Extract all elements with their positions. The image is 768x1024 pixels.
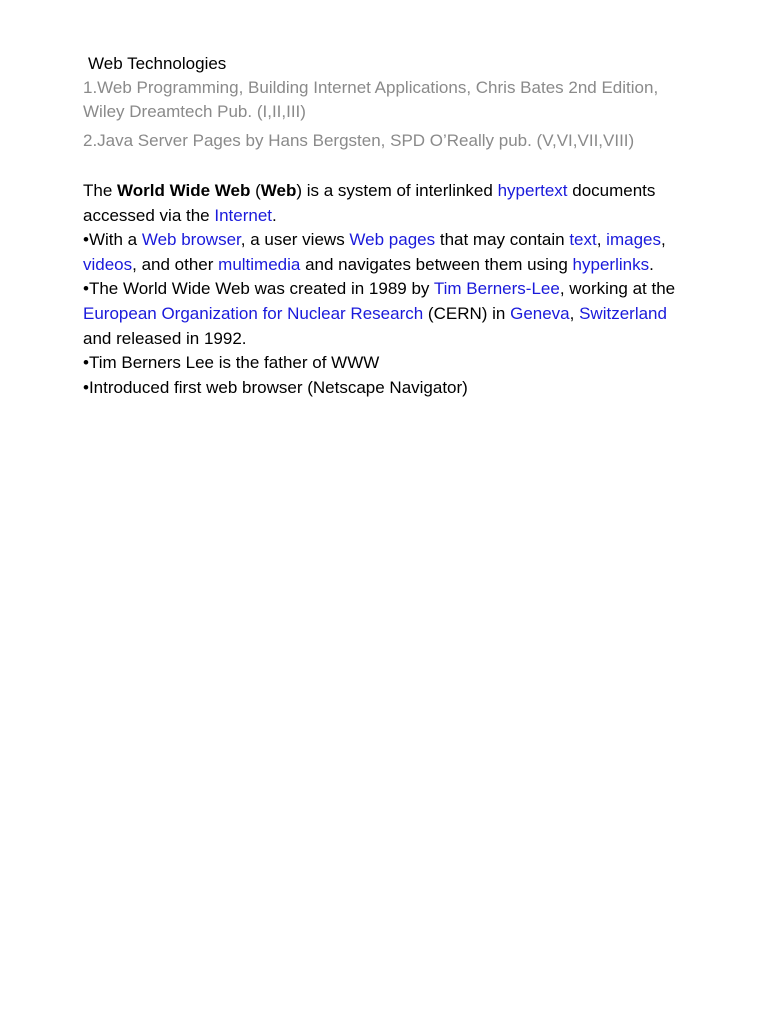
- reference-1: 1.Web Programming, Building Internet Applications, Chris Bates 2nd Edition, Wiley Dreamtech Pub. (I,II,III): [83, 78, 659, 121]
- text-span: documents accessed via the: [83, 181, 656, 225]
- bullet-web-browser: [83, 228, 698, 277]
- text-span: ,: [596, 230, 607, 250]
- text-span: .: [649, 254, 654, 274]
- link-text[interactable]: text: [569, 230, 597, 250]
- text-span: •With a: [83, 230, 142, 250]
- text-span: ,: [660, 230, 666, 250]
- text-span: •The World Wide Web was created in 1989 by: [83, 279, 434, 299]
- term-web: Web: [260, 181, 297, 200]
- text-span: ) is a system of interlinked: [296, 181, 498, 200]
- link-images[interactable]: images: [606, 230, 661, 250]
- text-span: (CERN) in: [423, 303, 511, 323]
- link-web-browser[interactable]: Web browser: [141, 230, 241, 250]
- link-multimedia[interactable]: multimedia: [218, 254, 301, 274]
- text-span: .: [272, 205, 277, 225]
- bullet-first-browser: •Introduced first web browser (Netscape Navigator): [83, 377, 468, 397]
- link-cern[interactable]: European Organization for Nuclear Research: [83, 303, 424, 323]
- text-span: and released in 1992.: [83, 328, 247, 348]
- link-hyperlinks[interactable]: hyperlinks: [572, 254, 650, 274]
- link-internet[interactable]: Internet: [214, 205, 273, 225]
- reference-2: 2.Java Server Pages by Hans Bergsten, SPD O’Really pub. (V,VI,VII,VIII): [83, 131, 635, 150]
- link-videos[interactable]: videos: [83, 254, 133, 274]
- text-span: ,: [569, 303, 580, 323]
- text-span: that may contain: [435, 230, 570, 250]
- bullet-www-history: [83, 277, 698, 351]
- document-heading: Web Technologies: [88, 54, 227, 73]
- link-geneva[interactable]: Geneva: [510, 303, 570, 323]
- link-switzerland[interactable]: Switzerland: [579, 303, 667, 323]
- paragraph-www-definition: [83, 179, 698, 228]
- text-span: , a user views: [240, 230, 350, 250]
- term-world-wide-web: World Wide Web: [117, 181, 251, 200]
- text-span: , and other: [132, 254, 219, 274]
- body-text: [83, 179, 698, 400]
- document-page: [83, 52, 698, 400]
- text-span: , working at the: [559, 279, 676, 299]
- text-span: (: [250, 181, 261, 200]
- text-span: The: [83, 181, 118, 200]
- link-hypertext[interactable]: hypertext: [497, 181, 568, 200]
- link-web-pages[interactable]: Web pages: [349, 230, 436, 250]
- bullet-father-of-www: •Tim Berners Lee is the father of WWW: [83, 353, 380, 373]
- text-span: and navigates between them using: [300, 254, 573, 274]
- link-tim-berners-lee[interactable]: Tim Berners-Lee: [433, 279, 560, 299]
